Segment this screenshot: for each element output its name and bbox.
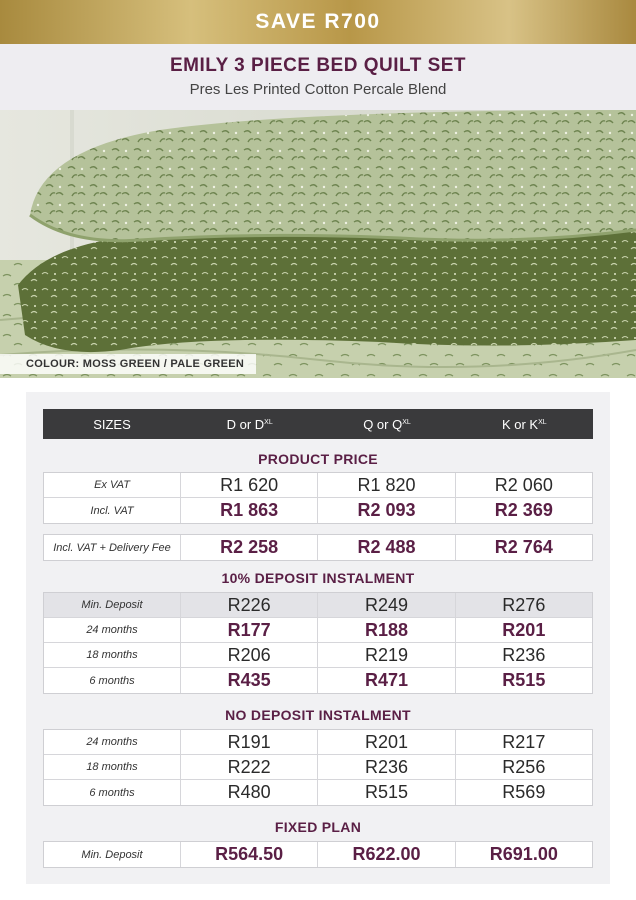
row-label: 6 months bbox=[44, 668, 181, 693]
no-deposit-instalment-title: NO DEPOSIT INSTALMENT bbox=[225, 707, 411, 723]
row-label: Incl. VAT bbox=[44, 498, 181, 523]
price-panel bbox=[26, 392, 610, 884]
table-row bbox=[44, 755, 592, 780]
sizes-header-label: SIZES bbox=[93, 416, 131, 432]
price-king: R569 bbox=[502, 782, 546, 802]
sizes-header bbox=[43, 409, 593, 439]
price-double: R226 bbox=[181, 593, 318, 617]
price-king: R256 bbox=[502, 756, 546, 777]
price-queen: R2 093 bbox=[318, 498, 455, 523]
price-queen: R219 bbox=[318, 643, 455, 667]
row-label: Min. Deposit bbox=[44, 593, 181, 617]
product-title: EMILY 3 PIECE BED QUILT SET bbox=[169, 55, 467, 76]
quilt-illustration bbox=[0, 110, 636, 378]
table-row bbox=[44, 473, 592, 498]
row-label: Incl. VAT + Delivery Fee bbox=[44, 535, 181, 560]
table-row bbox=[44, 780, 592, 805]
price-queen: R201 bbox=[318, 730, 455, 754]
price-king: R2 764 bbox=[494, 537, 553, 557]
row-label: 6 months bbox=[44, 780, 181, 805]
price-queen: R249 bbox=[318, 593, 455, 617]
fixed-plan-table bbox=[43, 841, 593, 868]
size-king-header: K or $K^{XL}$ bbox=[501, 416, 547, 432]
price-queen: R1 820 bbox=[318, 473, 455, 497]
size-double-header: D or $D^{XL}$ bbox=[226, 416, 273, 432]
table-row bbox=[44, 842, 592, 867]
product-price-title: PRODUCT PRICE bbox=[258, 451, 378, 467]
price-king: R236 bbox=[502, 644, 546, 665]
save-banner bbox=[0, 0, 636, 44]
table-row bbox=[44, 535, 592, 560]
table-row bbox=[44, 643, 592, 668]
price-queen: R622.00 bbox=[318, 842, 455, 867]
price-king: R276 bbox=[456, 593, 592, 617]
price-double: R1 863 bbox=[181, 498, 318, 523]
product-title-box bbox=[0, 44, 636, 110]
price-king: R2 060 bbox=[494, 474, 553, 495]
row-label: 24 months bbox=[44, 618, 181, 642]
fixed-plan-title: FIXED PLAN bbox=[274, 819, 362, 835]
table-row bbox=[44, 593, 592, 618]
price-queen: R471 bbox=[318, 668, 455, 693]
row-label: 24 months bbox=[44, 730, 181, 754]
delivery-price-table bbox=[43, 534, 593, 561]
row-label: Min. Deposit bbox=[44, 842, 181, 867]
price-double: R222 bbox=[181, 755, 318, 779]
price-double: R1 620 bbox=[181, 473, 318, 497]
price-double: R480 bbox=[181, 780, 318, 805]
table-row bbox=[44, 730, 592, 755]
row-label: Ex VAT bbox=[44, 473, 181, 497]
price-double: R191 bbox=[181, 730, 318, 754]
price-double: R2 258 bbox=[181, 535, 318, 560]
size-queen-header: Q or $Q^{XL}$ bbox=[363, 416, 411, 432]
price-king: R515 bbox=[502, 670, 546, 690]
deposit-instalment-title: 10% DEPOSIT INSTALMENT bbox=[221, 570, 415, 586]
row-label: 18 months bbox=[44, 755, 181, 779]
colour-label: COLOUR: MOSS GREEN / PALE GREEN bbox=[0, 354, 256, 374]
table-row bbox=[44, 498, 592, 523]
product-price-table bbox=[43, 472, 593, 524]
price-king: R217 bbox=[502, 731, 546, 752]
price-queen: R515 bbox=[318, 780, 455, 805]
no-deposit-instalment-table bbox=[43, 729, 593, 806]
save-banner-text: SAVE R700 bbox=[255, 10, 381, 33]
price-double: R435 bbox=[181, 668, 318, 693]
row-label: 18 months bbox=[44, 643, 181, 667]
price-queen: R188 bbox=[318, 618, 455, 642]
deposit-instalment-table bbox=[43, 592, 593, 694]
price-double: R177 bbox=[181, 618, 318, 642]
table-row bbox=[44, 668, 592, 693]
table-row bbox=[44, 618, 592, 643]
product-subtitle: Pres Les Printed Cotton Percale Blend bbox=[189, 81, 447, 98]
price-double: R564.50 bbox=[181, 842, 318, 867]
product-image bbox=[0, 110, 636, 378]
price-queen: R2 488 bbox=[318, 535, 455, 560]
price-king: R201 bbox=[502, 619, 546, 640]
price-king: R691.00 bbox=[489, 844, 558, 864]
price-double: R206 bbox=[181, 643, 318, 667]
price-king: R2 369 bbox=[494, 500, 553, 520]
price-queen: R236 bbox=[318, 755, 455, 779]
